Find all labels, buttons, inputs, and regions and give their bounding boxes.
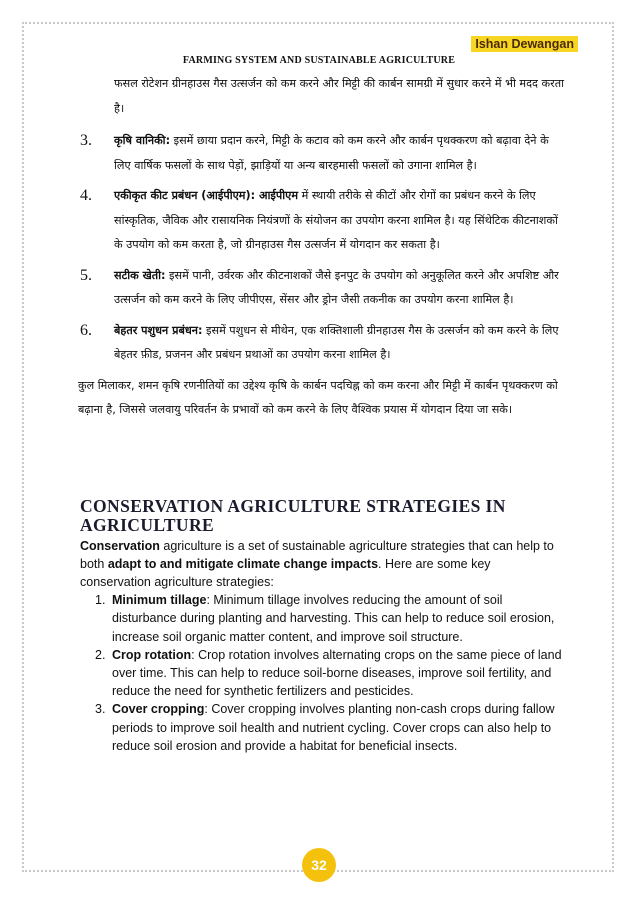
section-intro <box>80 537 564 592</box>
item-text <box>112 591 564 646</box>
item-body: इसमें पशुधन से मीथेन, एक शक्तिशाली ग्रीनहाउस गैस के उत्सर्जन को कम करने के लिए बेहतर फ़ीड, प्रजनन और प्रबंधन प्रथाओं का उपयोग करना शामिल है। <box>114 323 559 361</box>
item-text <box>114 184 564 258</box>
item-text <box>114 319 564 368</box>
item-body: : Minimum tillage involves reducing the amount of soil disturbance during planting and harvesting. This can help to reduce soil erosion, increase soil organic matter content, and improve soil structure. <box>112 593 555 644</box>
item-body: : Crop rotation involves alternating crops on the same piece of land over time. This can help to reduce soil-borne diseases, improve soil fertility, and reduce the need for synthetic fertilizers and pesticides. <box>112 647 562 699</box>
item-text <box>114 129 564 178</box>
item-text <box>112 700 564 755</box>
author-name: Ishan Dewangan <box>471 36 578 52</box>
continuation-paragraph: फसल रोटेशन ग्रीनहाउस गैस उत्सर्जन को कम करने और मिट्टी की कार्बन सामग्री में सुधार करने में भी मदद करता है। <box>114 77 564 115</box>
list-item <box>95 591 564 646</box>
item-term: कृषि वानिकी: <box>114 134 171 147</box>
hindi-list-item <box>80 319 564 368</box>
item-number: 2. <box>95 647 106 662</box>
item-text <box>114 264 564 313</box>
item-body: : Cover cropping involves planting non-cash crops during fallow periods to improve soil health and nutrient cycling. Cover crops can also help to reduce soil erosion and provide a habitat for beneficial insects. <box>112 702 555 753</box>
item-term: बेहतर पशुधन प्रबंधन: <box>114 323 203 337</box>
item-term: Cover cropping <box>112 702 205 717</box>
item-body: इसमें पानी, उर्वरक और कीटनाशकों जैसे इनपुट के उपयोग को अनुकूलित करने और अपशिष्ट और उत्सर्जन को कम करने के लिए जीपीएस, सेंसर और ड्रोन जैसी तकनीक का उपयोग करना शामिल है। <box>114 268 559 306</box>
list-item <box>95 646 564 701</box>
running-title: FARMING SYSTEM AND SUSTAINABLE AGRICULTURE <box>182 55 456 66</box>
item-text <box>112 646 564 701</box>
item-number: 4. <box>80 187 92 204</box>
hindi-list-item <box>80 129 564 178</box>
item-term: एकीकृत कीट प्रबंधन (आईपीएम): आईपीएम <box>114 189 299 202</box>
item-number: 5. <box>80 266 92 284</box>
intro-term: Conservation <box>80 538 160 553</box>
page-content <box>80 72 564 755</box>
item-number: 3. <box>95 702 106 717</box>
intro-emphasis: adapt to and mitigate climate change impacts <box>107 556 379 571</box>
hindi-list-item <box>80 184 564 258</box>
hindi-list-item <box>80 264 564 313</box>
item-body: इसमें छाया प्रदान करने, मिट्टी के कटाव को कम करने और कार्बन पृथक्करण को बढ़ावा देने के लिए वार्षिक फसलों के साथ पेड़ों, झाड़ियों या अन्य बारहमासी फसलों को उगाना शामिल है। <box>114 134 549 172</box>
item-number: 6. <box>80 321 92 339</box>
item-term: Minimum tillage <box>112 593 207 608</box>
list-item <box>95 700 564 755</box>
item-number: 1. <box>95 593 106 608</box>
intro-text-1: agriculture is a set of sustainable agriculture strategies that can help to both <box>80 538 554 571</box>
intro-text-2: . Here are some key conservation agriculture strategies: <box>80 556 491 589</box>
conservation-strategy-list <box>80 591 564 755</box>
item-term: सटीक खेती: <box>114 268 166 282</box>
page-number-badge: 32 <box>302 848 336 882</box>
item-number: 3. <box>80 132 92 149</box>
item-term: Crop rotation <box>112 647 192 662</box>
section-heading: CONSERVATION AGRICULTURE STRATEGIES IN AGRICULTURE <box>80 495 506 535</box>
item-body: में स्थायी तरीके से कीटों और रोगों का प्रबंधन करने के लिए सांस्कृतिक, जैविक और रासायनिक नियंत्रणों के संयोजन का उपयोग करना शामिल है। यह सिंथेटिक कीटनाशकों के उपयोग को कम करता है, जो ग्रीनहाउस गैस उत्सर्जन में योगदान कर सकता है। <box>114 189 558 251</box>
summary-paragraph: कुल मिलाकर, शमन कृषि रणनीतियों का उद्देश्य कृषि के कार्बन पदचिह्न को कम करना और मिट्टी में कार्बन पृथक्करण को बढ़ाना है, जिससे जलवायु परिवर्तन के प्रभावों को कम करने के लिए वैश्विक प्रयास में योगदान दिया जा सके। <box>78 378 558 416</box>
